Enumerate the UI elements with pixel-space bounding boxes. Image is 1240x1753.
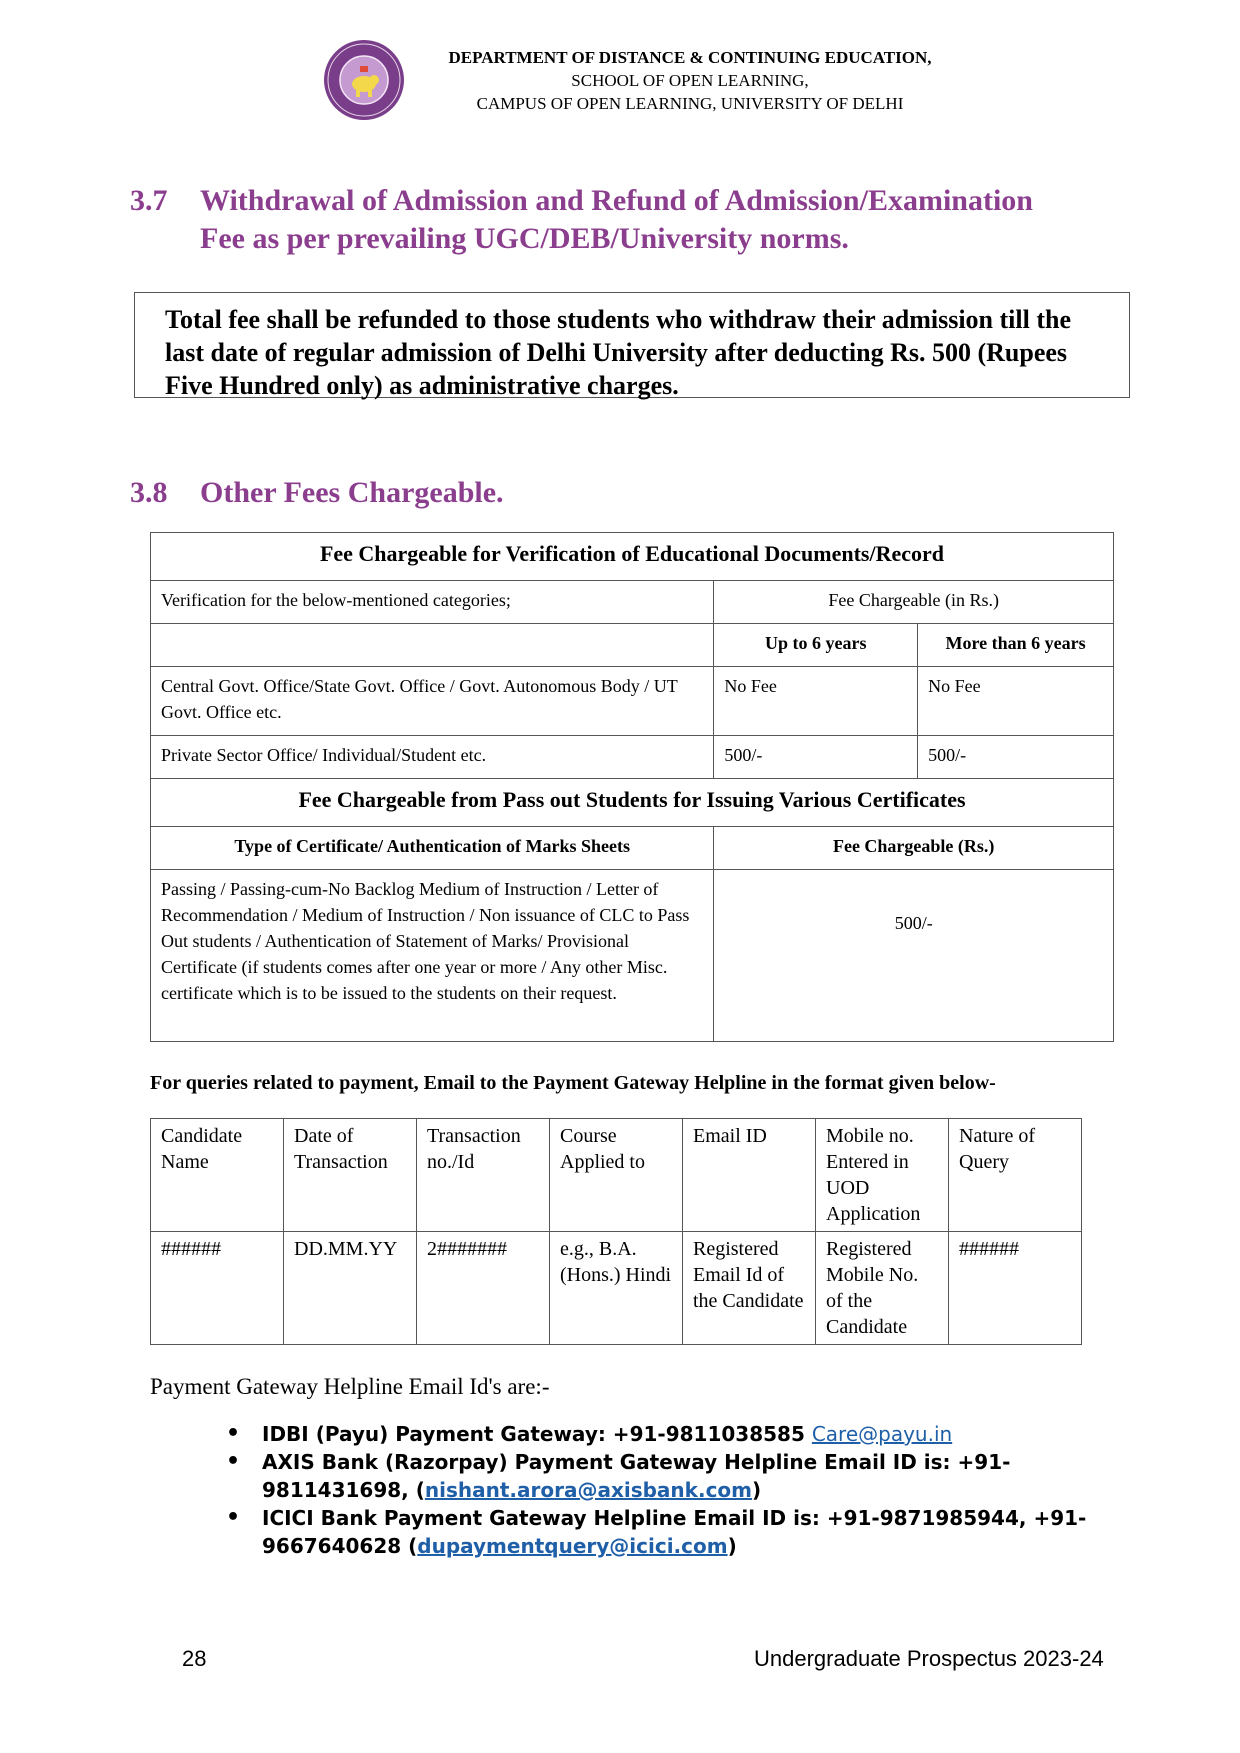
header-department: DEPARTMENT OF DISTANCE & CONTINUING EDUCATION, [448, 48, 932, 67]
helpline-list [262, 1420, 1132, 1560]
column-header: Course Applied to [550, 1119, 683, 1232]
table-header-row [151, 1119, 1082, 1232]
university-seal-icon [322, 38, 406, 122]
column-header: Type of Certificate/ Authentication of Marks Sheets [151, 827, 714, 870]
table-row [151, 1232, 1082, 1345]
section-title-line: Withdrawal of Admission and Refund of Admission/Examination [200, 184, 1033, 217]
table-cell: 500/- [918, 736, 1114, 779]
list-item [262, 1504, 1132, 1560]
table-row [151, 667, 1114, 736]
table-cell: No Fee [918, 667, 1114, 736]
list-item [262, 1448, 1132, 1504]
table-cell: 2####### [417, 1232, 550, 1345]
column-header: Candidate Name [151, 1119, 284, 1232]
query-format-table [150, 1118, 1082, 1345]
column-header: Fee Chargeable (in Rs.) [714, 581, 1114, 624]
column-header: Date of Transaction [284, 1119, 417, 1232]
helpline-text: ICICI Bank Payment Gateway Helpline Email ID is: +91-9871985944, +91-9667640628 ( [262, 1506, 1087, 1558]
table-cell: e.g., B.A. (Hons.) Hindi [550, 1232, 683, 1345]
helpline-text-end: ) [752, 1478, 762, 1502]
table-cell: Central Govt. Office/State Govt. Office / Govt. Autonomous Body / UT Govt. Office etc. [151, 667, 714, 736]
table-cell: Passing / Passing-cum-No Backlog Medium of Instruction / Letter of Recommendation / Medium of Instruction / Non issuance of CLC to Pass Out students / Authentication of Statement of Marks/ Provisional Certificate (if students comes after one year or more / Any other Misc. certificate which is to be issued to the students on their request. [151, 870, 714, 1042]
header-school: SCHOOL OF OPEN LEARNING, [571, 71, 809, 90]
table-cell: Registered Email Id of the Candidate [683, 1232, 816, 1345]
axis-email-link[interactable]: nishant.arora@axisbank.com [424, 1478, 753, 1502]
footer-title: Undergraduate Prospectus 2023-24 [754, 1646, 1104, 1671]
page-number: 28 [182, 1646, 207, 1671]
section-title-line: Fee as per prevailing UGC/DEB/University norms. [200, 222, 849, 255]
column-header: Verification for the below-mentioned categories; [151, 581, 714, 624]
icici-email-link[interactable]: dupaymentquery@icici.com [417, 1534, 728, 1558]
column-header: Up to 6 years [714, 624, 918, 667]
table-cell: Private Sector Office/ Individual/Student etc. [151, 736, 714, 779]
section-3-7-heading [130, 182, 1140, 262]
column-header: Transaction no./Id [417, 1119, 550, 1232]
payu-email-link[interactable]: Care@payu.in [811, 1422, 953, 1446]
section-title: Other Fees Chargeable. [200, 476, 504, 509]
table-cell: Registered Mobile No. of the Candidate [816, 1232, 949, 1345]
helpline-text: IDBI (Payu) Payment Gateway: +91-9811038585 [262, 1422, 812, 1446]
header-campus: CAMPUS OF OPEN LEARNING, UNIVERSITY OF DELHI [476, 94, 904, 113]
table-cell: ###### [151, 1232, 284, 1345]
empty-cell [151, 624, 714, 667]
helpline-text: AXIS Bank (Razorpay) Payment Gateway Helpline Email ID is: +91-9811431698, ( [262, 1450, 1011, 1502]
fee-chargeable-table [150, 532, 1114, 1042]
column-header: Nature of Query [949, 1119, 1082, 1232]
section-title [200, 182, 1033, 258]
column-header: Mobile no. Entered in UOD Application [816, 1119, 949, 1232]
section-3-8-heading [130, 474, 930, 514]
column-header: Fee Chargeable (Rs.) [714, 827, 1114, 870]
table-cell: No Fee [714, 667, 918, 736]
table-heading: Fee Chargeable from Pass out Students for Issuing Various Certificates [151, 779, 1114, 827]
section-number: 3.8 [130, 476, 168, 509]
table-row [151, 870, 1114, 1042]
helpline-text-end: ) [727, 1534, 737, 1558]
helpline-title: Payment Gateway Helpline Email Id's are:- [150, 1374, 550, 1399]
table-cell: DD.MM.YY [284, 1232, 417, 1345]
table-heading: Fee Chargeable for Verification of Educational Documents/Record [151, 533, 1114, 581]
refund-note-box: Total fee shall be refunded to those students who withdraw their admission till the last date of regular admission of Delhi University after deducting Rs. 500 (Rupees Five Hundred only) as administrative charges. [134, 292, 1130, 398]
table-cell: 500/- [714, 736, 918, 779]
queries-heading: For queries related to payment, Email to the Payment Gateway Helpline in the format given below- [150, 1072, 996, 1094]
table-cell: ###### [949, 1232, 1082, 1345]
section-number: 3.7 [130, 184, 168, 217]
list-item [262, 1420, 1132, 1448]
table-cell: 500/- [714, 870, 1114, 1042]
table-row [151, 736, 1114, 779]
page-header [322, 38, 962, 122]
column-header: More than 6 years [918, 624, 1114, 667]
column-header: Email ID [683, 1119, 816, 1232]
